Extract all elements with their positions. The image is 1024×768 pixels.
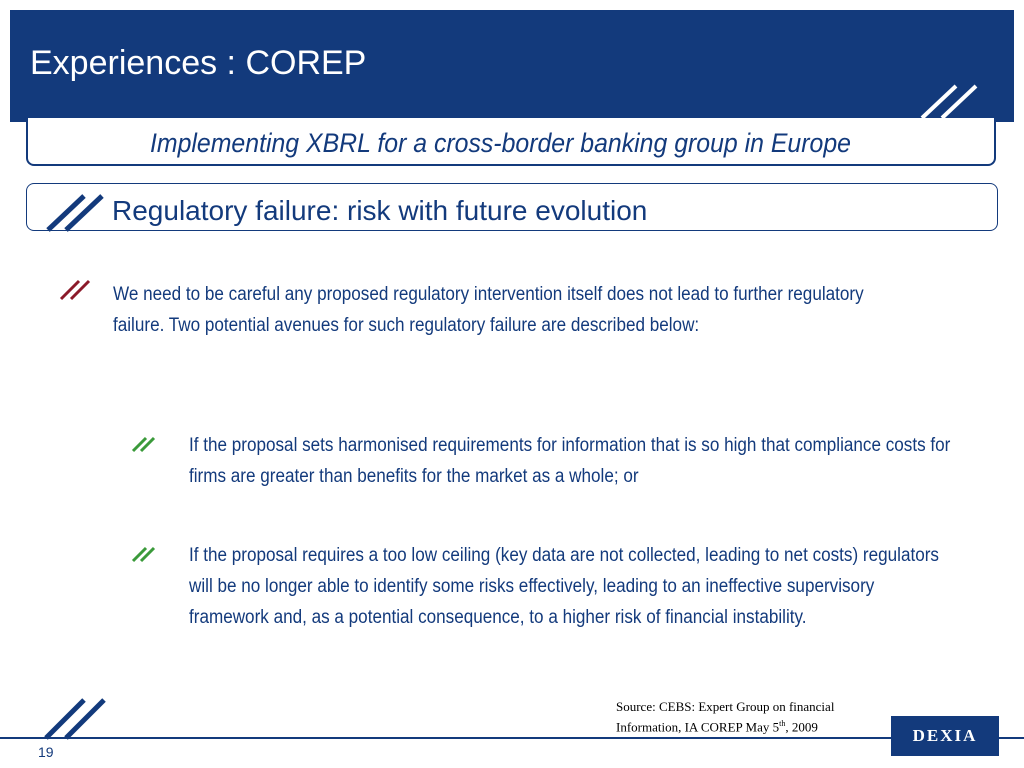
intro-paragraph: We need to be careful any proposed regulatory intervention itself does not lead to further regulatory failure. Two potential avenues for such regulatory failure are described below:	[113, 284, 864, 336]
source-note	[616, 698, 916, 735]
sub-bullet-1-text: If the proposal sets harmonised requirements for information that is so high that compliance costs for firms are greater than benefits for the market as a whole; or	[189, 435, 951, 487]
intro-bullet-slash-1	[61, 281, 79, 299]
page-number: 19	[38, 744, 54, 760]
source-line-2: Information, IA COREP May 5th, 2009	[616, 719, 818, 735]
section-double-slash-icon	[40, 188, 110, 234]
dexia-logo: DEXIA	[891, 716, 999, 756]
sub-bullet-2-text: If the proposal requires a too low ceiling (key data are not collected, leading to net costs) regulators will be no longer able to identify some risks effectively, leading to an ineffective supervisory framework and, as a potential consequence, to a higher risk of financial instability.	[189, 545, 939, 628]
footer-double-slash-icon	[38, 694, 114, 742]
sub-bullet-2-icon	[130, 544, 160, 564]
section-slash-1	[48, 196, 84, 230]
subtitle: Implementing XBRL for a cross-border banking group in Europe	[150, 128, 851, 158]
header-slash-2	[942, 86, 976, 118]
section-title: Regulatory failure: risk with future evolution	[112, 195, 648, 226]
source-line-1: Source: CEBS: Expert Group on financial	[616, 699, 835, 714]
footer-line	[0, 737, 1024, 739]
footer-slash-1	[46, 700, 84, 738]
section-slash-2	[66, 196, 102, 230]
intro-bullet-slash-2	[71, 281, 89, 299]
footer-slash-2	[66, 700, 104, 738]
sub-bullet-1-icon	[130, 434, 160, 454]
intro-bullet-icon	[58, 278, 94, 302]
page-title: Experiences : COREP	[30, 44, 367, 82]
header-slash-1	[922, 86, 956, 118]
